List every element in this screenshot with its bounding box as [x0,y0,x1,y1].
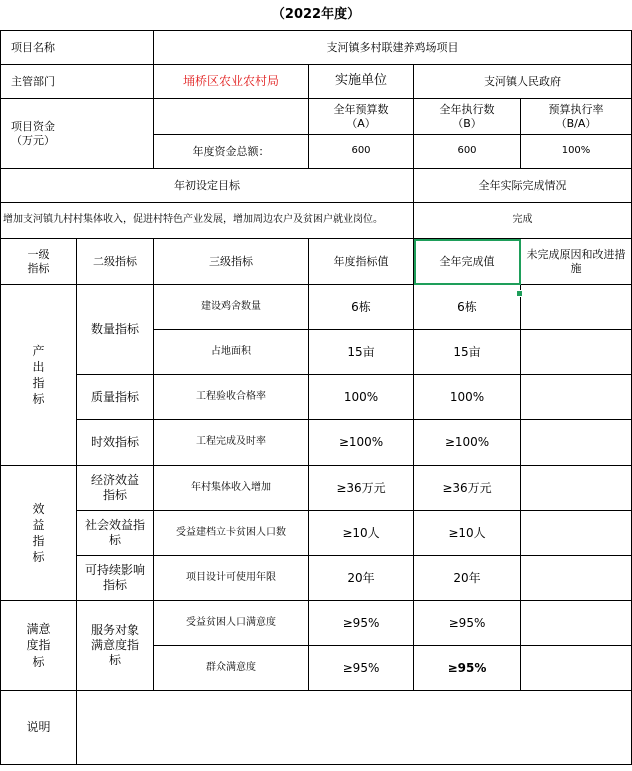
actual-value: ≥95% [414,646,521,691]
target-value: 100% [309,375,414,420]
header-target: 年度指标值 [309,239,414,285]
actual-value: ≥36万元 [414,466,521,511]
reason-cell [521,511,632,556]
level3-indicator: 建设鸡舍数量 [154,285,309,330]
level2-indicator: 社会效益指 标 [77,511,154,556]
level2-indicator: 质量指标 [77,375,154,420]
level3-indicator: 年村集体收入增加 [154,466,309,511]
level2-indicator: 经济效益 指标 [77,466,154,511]
page-title: （2022年度） [271,7,361,22]
target-value: ≥10人 [309,511,414,556]
actual-value: ≥10人 [414,511,521,556]
reason-cell [521,466,632,511]
target-value: ≥95% [309,601,414,646]
funds-label: 项目资金 （万元） [1,99,154,169]
performance-table [0,30,632,765]
dept-value: 埇桥区农业农村局 [154,65,309,99]
header-level1: 一级 指标 [1,239,77,285]
actual-goal-text: 完成 [414,203,632,239]
header-actual-cell[interactable]: 全年完成值 [414,239,521,285]
reason-cell [521,601,632,646]
actual-value: 20年 [414,556,521,601]
target-value: ≥95% [309,646,414,691]
level1-indicator: 效 益 指 标 [1,466,77,601]
target-value: ≥100% [309,420,414,466]
impl-value: 支河镇人民政府 [414,65,632,99]
reason-cell [521,556,632,601]
level1-indicator: 满意 度指 标 [1,601,77,691]
rate-header: 预算执行率 （B/A） [521,99,632,135]
level2-indicator: 数量指标 [77,285,154,375]
level3-indicator: 工程验收合格率 [154,375,309,420]
budget-value: 600 [309,135,414,169]
target-value: ≥36万元 [309,466,414,511]
budget-header: 全年预算数 （A） [309,99,414,135]
level2-indicator: 时效指标 [77,420,154,466]
reason-cell [521,646,632,691]
level3-indicator: 群众满意度 [154,646,309,691]
reason-cell [521,330,632,375]
target-value: 20年 [309,556,414,601]
target-value: 15亩 [309,330,414,375]
initial-goal-label: 年初设定目标 [1,169,414,203]
selection-fill-handle[interactable] [516,290,523,297]
reason-cell [521,375,632,420]
actual-goal-label: 全年实际完成情况 [414,169,632,203]
actual-value: ≥95% [414,601,521,646]
header-level3: 三级指标 [154,239,309,285]
rate-value: 100% [521,135,632,169]
total-label: 年度资金总额： [154,135,309,169]
dept-label: 主管部门 [1,65,154,99]
level3-indicator: 占地面积 [154,330,309,375]
project-name-label: 项目名称 [1,31,154,65]
header-reason: 未完成原因和改进措施 [521,239,632,285]
level1-indicator: 产 出 指 标 [1,285,77,466]
actual-value: 100% [414,375,521,420]
header-level2: 二级指标 [77,239,154,285]
exec-header: 全年执行数 （B） [414,99,521,135]
reason-cell [521,285,632,330]
actual-value: ≥100% [414,420,521,466]
level3-indicator: 受益贫困人口满意度 [154,601,309,646]
notes-value [77,691,632,765]
reason-cell [521,420,632,466]
exec-value: 600 [414,135,521,169]
impl-label: 实施单位 [309,65,414,99]
initial-goal-text: 增加支河镇九村村集体收入，促进村特色产业发展，增加周边农户及贫困户就业岗位。 [1,203,414,239]
actual-value: 6栋 [414,285,521,330]
project-name-value: 支河镇多村联建养鸡场项目 [154,31,632,65]
level3-indicator: 受益建档立卡贫困人口数 [154,511,309,556]
notes-label: 说明 [1,691,77,765]
blank-cell [154,99,309,135]
target-value: 6栋 [309,285,414,330]
level2-indicator: 可持续影响 指标 [77,556,154,601]
level2-indicator: 服务对象 满意度指 标 [77,601,154,691]
level3-indicator: 项目设计可使用年限 [154,556,309,601]
actual-value: 15亩 [414,330,521,375]
level3-indicator: 工程完成及时率 [154,420,309,466]
